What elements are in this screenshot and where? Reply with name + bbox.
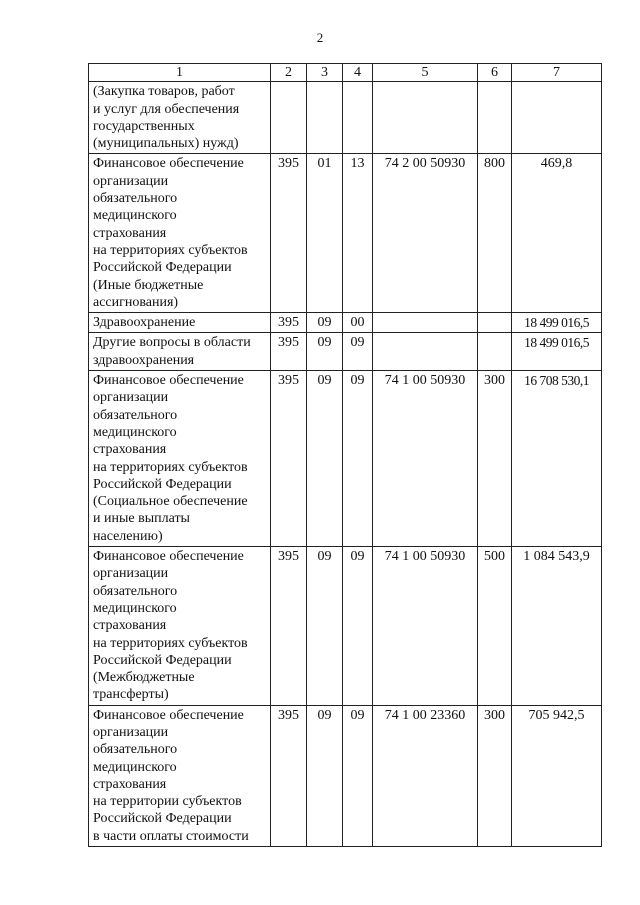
row-ministry bbox=[271, 82, 307, 154]
header-col-7: 7 bbox=[512, 64, 602, 82]
row-target: 74 2 00 50930 bbox=[373, 154, 478, 313]
row-target bbox=[373, 82, 478, 154]
row-target bbox=[373, 313, 478, 333]
row-expense-type: 500 bbox=[478, 547, 512, 706]
row-amount: 705 942,5 bbox=[512, 705, 602, 846]
header-row bbox=[89, 64, 602, 82]
row-section: 09 bbox=[307, 313, 343, 333]
header-col-4: 4 bbox=[343, 64, 373, 82]
row-amount bbox=[512, 82, 602, 154]
header-col-3: 3 bbox=[307, 64, 343, 82]
row-amount: 16 708 530,1 bbox=[512, 371, 602, 547]
row-subsection: 09 bbox=[343, 371, 373, 547]
header-col-1: 1 bbox=[89, 64, 271, 82]
row-name: Финансовое обеспечение организации обязательного медицинского страхования на территориях субъектов Российской Федерации (Социальное обеспечение и иные выплаты населению) bbox=[89, 371, 271, 547]
row-amount: 18 499 016,5 bbox=[512, 313, 602, 333]
row-ministry: 395 bbox=[271, 154, 307, 313]
row-ministry: 395 bbox=[271, 547, 307, 706]
row-ministry: 395 bbox=[271, 313, 307, 333]
row-ministry: 395 bbox=[271, 371, 307, 547]
row-name: (Закупка товаров, работ и услуг для обеспечения государственных (муниципальных) нужд) bbox=[89, 82, 271, 154]
row-name: Финансовое обеспечение организации обязательного медицинского страхования на территориях субъектов Российской Федерации (Межбюджетные трансферты) bbox=[89, 547, 271, 706]
row-amount: 18 499 016,5 bbox=[512, 333, 602, 371]
page-number: 2 bbox=[316, 30, 324, 45]
row-name: Финансовое обеспечение организации обязательного медицинского страхования на территориях субъектов Российской Федерации (Иные бюджетные ассигнования) bbox=[89, 154, 271, 313]
row-expense-type bbox=[478, 313, 512, 333]
row-subsection: 09 bbox=[343, 547, 373, 706]
table-row bbox=[89, 705, 602, 846]
row-section: 09 bbox=[307, 547, 343, 706]
row-target bbox=[373, 333, 478, 371]
row-target: 74 1 00 23360 bbox=[373, 705, 478, 846]
row-amount: 469,8 bbox=[512, 154, 602, 313]
row-subsection: 09 bbox=[343, 333, 373, 371]
row-expense-type bbox=[478, 333, 512, 371]
row-expense-type: 300 bbox=[478, 705, 512, 846]
row-subsection: 13 bbox=[343, 154, 373, 313]
row-ministry: 395 bbox=[271, 705, 307, 846]
row-section: 01 bbox=[307, 154, 343, 313]
row-subsection bbox=[343, 82, 373, 154]
row-name: Здравоохранение bbox=[89, 313, 271, 333]
row-expense-type: 300 bbox=[478, 371, 512, 547]
table-row bbox=[89, 333, 602, 371]
row-name: Финансовое обеспечение организации обязательного медицинского страхования на территории субъектов Российской Федерации в части оплаты стоимости bbox=[89, 705, 271, 846]
row-amount: 1 084 543,9 bbox=[512, 547, 602, 706]
row-section: 09 bbox=[307, 333, 343, 371]
row-section bbox=[307, 82, 343, 154]
row-subsection: 00 bbox=[343, 313, 373, 333]
row-section: 09 bbox=[307, 705, 343, 846]
row-target: 74 1 00 50930 bbox=[373, 371, 478, 547]
header-col-6: 6 bbox=[478, 64, 512, 82]
budget-table bbox=[88, 63, 602, 847]
header-col-2: 2 bbox=[271, 64, 307, 82]
row-target: 74 1 00 50930 bbox=[373, 547, 478, 706]
table-row bbox=[89, 547, 602, 706]
row-expense-type: 800 bbox=[478, 154, 512, 313]
table-row bbox=[89, 371, 602, 547]
row-expense-type bbox=[478, 82, 512, 154]
table-row bbox=[89, 82, 602, 154]
table-row bbox=[89, 154, 602, 313]
row-name: Другие вопросы в области здравоохранения bbox=[89, 333, 271, 371]
row-section: 09 bbox=[307, 371, 343, 547]
row-ministry: 395 bbox=[271, 333, 307, 371]
row-subsection: 09 bbox=[343, 705, 373, 846]
header-col-5: 5 bbox=[373, 64, 478, 82]
table-row bbox=[89, 313, 602, 333]
